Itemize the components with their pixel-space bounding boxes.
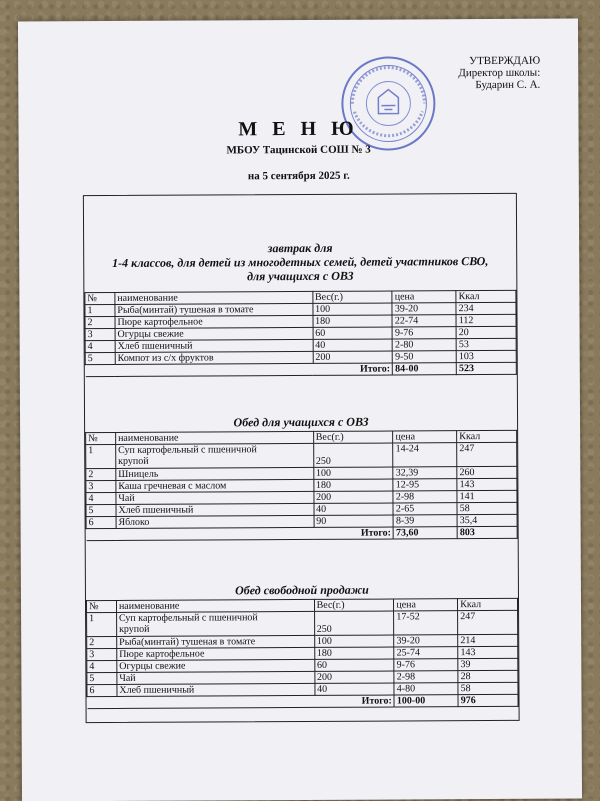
menu-sheet: [18, 19, 582, 801]
lunch-ovz-table: [85, 430, 518, 541]
total-price: 84-00: [393, 363, 457, 375]
table-row: 3 Пюре картофельное 180 25-74 143: [87, 646, 518, 660]
total-label: Итого:: [313, 363, 393, 375]
approve-position: Директор школы:: [458, 66, 541, 80]
table-row: 2 Шницель 100 32,39 260: [86, 466, 517, 480]
menu-date: на 5 сентября 2025 г.: [247, 169, 350, 183]
table-row: 3 Каша гречневая с маслом 180 12-95 143: [86, 478, 517, 492]
approve-name: Бударин С. А.: [475, 78, 541, 92]
total-kcal: 976: [458, 694, 518, 706]
page-title: М Е Н Ю: [238, 117, 359, 141]
table-row: 2 Рыба(минтай) тушеная в томате 100 39-20 214: [87, 634, 518, 648]
total-price: 100-00: [394, 695, 458, 707]
table-row: 1 Суп картофельный с пшеничной крупой 250 17-52 247: [87, 610, 518, 636]
table-row: 1 Рыба(минтай) тушеная в томате 100 39-20 234: [85, 302, 516, 316]
table-header-row: № наименование Вес(г.) цена Ккал: [85, 290, 516, 304]
total-kcal: 803: [457, 526, 517, 538]
approve-heading: УТВЕРЖДАЮ: [469, 54, 541, 68]
free-lunch-table: [86, 598, 519, 709]
table-row: 5 Хлеб пшеничный 40 2-65 58: [86, 502, 517, 516]
table-row: 4 Огурцы свежие 60 9-76 39: [87, 658, 518, 672]
table-row: 6 Хлеб пшеничный 40 4-80 58: [87, 682, 518, 696]
school-name: МБОУ Тацинской СОШ № 3: [226, 143, 371, 157]
table-row: 4 Хлеб пшеничный 40 2-80 53: [85, 338, 516, 352]
table-row: 5 Чай 200 2-98 28: [87, 670, 518, 684]
table-row: 3 Огурцы свежие 60 9-76 20: [85, 326, 516, 340]
total-price: 73,60: [393, 527, 457, 539]
menu-box: [83, 193, 520, 723]
breakfast-table: [84, 290, 516, 377]
total-label: Итого:: [315, 695, 395, 707]
table-header-row: № наименование Вес(г.) цена Ккал: [86, 430, 517, 444]
section-title-breakfast: завтрак для 1-4 классов, для детей из многодетных семей, детей участников СВО, для учащихся с ОВЗ: [112, 240, 489, 284]
total-kcal: 523: [456, 362, 516, 374]
table-header-row: № наименование Вес(г.) цена Ккал: [86, 598, 517, 612]
total-row: [86, 526, 517, 540]
table-row: 4 Чай 200 2-98 141: [86, 490, 517, 504]
table-row: 1 Суп картофельный с пшеничной крупой 250 14-24 247: [86, 442, 517, 468]
table-row: 6 Яблоко 90 8-39 35,4: [86, 514, 517, 528]
approval-block: [458, 55, 540, 91]
total-row: [87, 694, 518, 708]
total-row: [85, 362, 516, 376]
total-label: Итого:: [314, 527, 394, 539]
section-title-lunch-ovz: Обед для учащихся с ОВЗ: [233, 414, 369, 430]
table-row: 5 Компот из с/х фруктов 200 9-50 103: [85, 350, 516, 364]
section-title-free-lunch: Обед свободной продажи: [235, 582, 369, 598]
table-row: 2 Пюре картофельное 180 22-74 112: [85, 314, 516, 328]
